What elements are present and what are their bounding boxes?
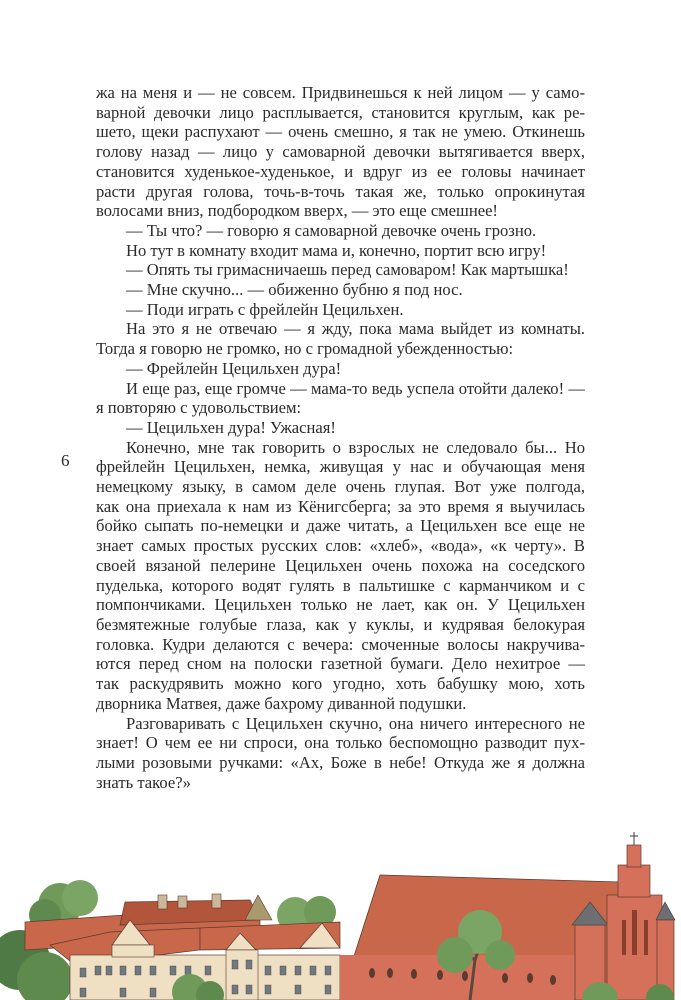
text-line: помпончиками. Цецильхен только не лает, как он. У Цецильхен bbox=[96, 595, 585, 615]
text-line: головка. Кудри делаются с вечера: смоченные волосы накручива- bbox=[96, 634, 585, 654]
text-line: варной девочки лицо расплывается, становится круглым, как ре- bbox=[96, 102, 585, 122]
text-line: пуделька, которого водят гулять в пальтишке с карманчиком и с bbox=[96, 575, 585, 595]
text-line: становится худенькое-худенькое, и вдруг из ее головы начинает bbox=[96, 161, 585, 181]
text-line: так раскудрявить можно кого угодно, хоть бабушку мою, хоть bbox=[96, 674, 585, 694]
text-line: — Фрейлейн Цецильхен дура! bbox=[126, 358, 342, 378]
text-line: как она приехала к нам из Кёнигсберга; за это время я выучилась bbox=[96, 496, 585, 516]
text-line: я повторяю с удовольствием: bbox=[96, 398, 302, 418]
text-line: бойко сыпать по-немецки и даже читать, а Цецильхен все еще не bbox=[96, 516, 585, 536]
text-line: знать такое?» bbox=[96, 772, 191, 792]
text-line: И еще раз, еще громче — мама-то ведь успела отойти далеко! — bbox=[126, 378, 585, 398]
town-illustration bbox=[0, 820, 681, 1000]
text-line: — Опять ты гримасничаешь перед самоваром! Как мартышка! bbox=[126, 260, 569, 280]
text-line: — Мне скучно... — обиженно бубню я под нос. bbox=[126, 280, 463, 300]
text-line: немецкому языку, в самом деле очень глупая. Вот уже полгода, bbox=[96, 477, 585, 497]
text-line: Но тут в комнату входит мама и, конечно, портит всю игру! bbox=[126, 240, 547, 260]
book-text bbox=[96, 83, 585, 792]
text-line: фрейлейн Цецильхен, немка, живущая у нас и обучающая меня bbox=[96, 457, 585, 477]
text-line: расти другая голова, точь-в-точь такая же, только опрокинутая bbox=[96, 181, 585, 201]
church-tower bbox=[572, 832, 675, 1000]
page-number: 6 bbox=[61, 451, 70, 470]
text-line: Конечно, мне так говорить о взрослых не следовало бы... Но bbox=[126, 437, 585, 457]
text-line: Тогда я говорю не громко, но с громадной убежденностью: bbox=[96, 339, 514, 359]
text-line: ются перед сном на полоски газетной бумаги. Дело нехитрое — bbox=[96, 654, 585, 674]
text-line: лыми розовыми ручками: «Ах, Боже в небе! Откуда же я должна bbox=[96, 752, 585, 772]
text-line: На это я не отвечаю — я жду, пока мама выйдет из комнаты. bbox=[126, 319, 585, 339]
text-line: — Цецильхен дура! Ужасная! bbox=[126, 417, 336, 437]
text-line: жа на меня и — не совсем. Придвинешься к ней лицом — у само- bbox=[96, 83, 585, 102]
text-line: безмятежные голубые глаза, как у куклы, и кудрявая белокурая bbox=[96, 614, 585, 634]
text-line: волосами вниз, подбородком вверх, — это еще смешнее! bbox=[96, 201, 498, 221]
text-line: знает самых простых русских слов: «хлеб», «вода», «к черту». В bbox=[96, 536, 585, 556]
text-line: Разговаривать с Цецильхен скучно, она ничего интересного не bbox=[126, 713, 585, 733]
text-line: знает! О чем ее ни спроси, она только беспомощно разводит пух- bbox=[96, 733, 585, 753]
text-line: дворника Матвея, даже бахрому диванной подушки. bbox=[96, 693, 467, 713]
text-line: — Поди играть с фрейлейн Цецильхен. bbox=[126, 299, 404, 319]
text-line: — Ты что? — говорю я самоварной девочке очень грозно. bbox=[126, 220, 537, 240]
text-line: своей вязаной пелерине Цецильхен очень похожа на соседского bbox=[96, 555, 585, 575]
text-line: голову назад — лицо у самоварной девочки вытягивается вверх, bbox=[96, 142, 585, 162]
text-line: шето, щеки распухают — очень смешно, я так не умею. Откинешь bbox=[96, 122, 585, 142]
